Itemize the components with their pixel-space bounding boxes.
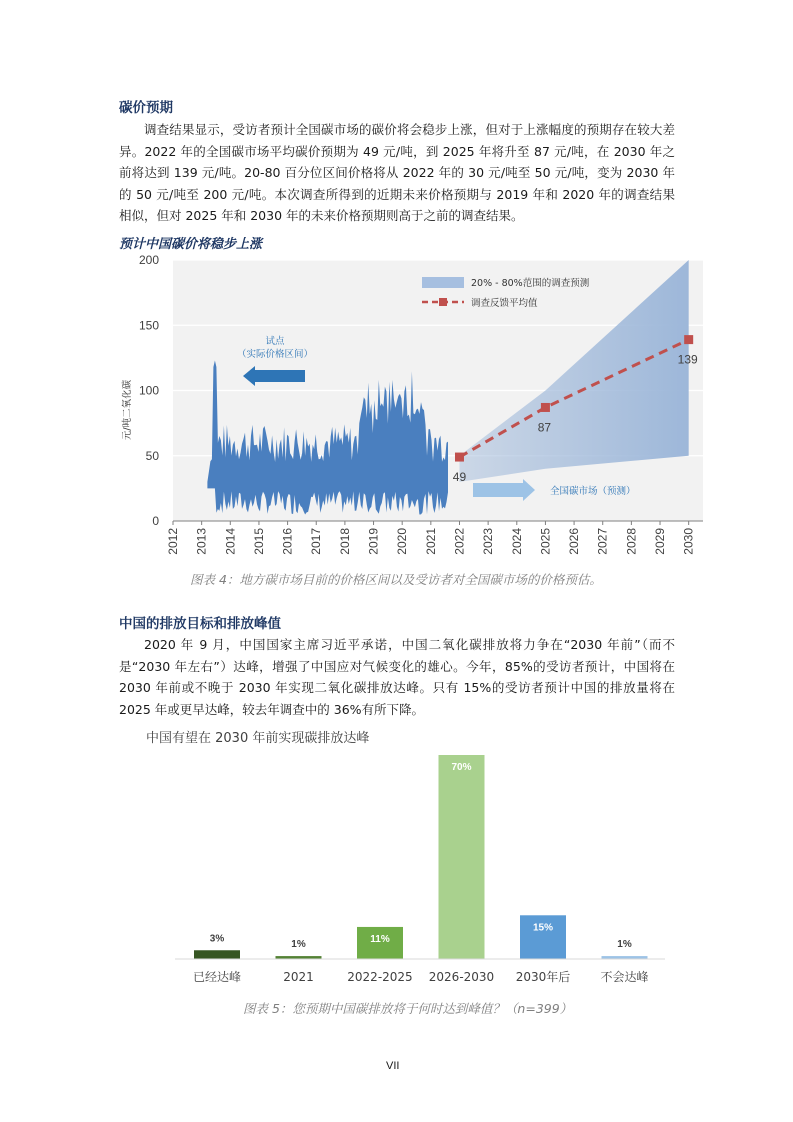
average-price-data-label: 139 [677, 352, 698, 367]
figure4-x-tick: 2018 [337, 528, 352, 555]
pilot-label-line1: 试点 [265, 336, 285, 347]
legend-line-marker [439, 298, 447, 306]
figure4-y-axis-label: 元/吨二氧化碳 [122, 379, 133, 441]
section-heading-emissions-peak: 中国的排放目标和排放峰值 [119, 616, 281, 632]
figure4-x-tick: 2013 [194, 528, 209, 555]
legend-line-label: 调查反馈平均值 [471, 298, 538, 309]
paragraph-emissions-peak [119, 634, 675, 720]
legend-band-swatch [422, 277, 464, 288]
figure4-title: 预计中国碳价将稳步上涨 [119, 237, 263, 252]
bar-category-label: 2021 [283, 970, 314, 984]
bar [194, 950, 240, 959]
figure5-bars [194, 755, 648, 959]
figure5-category-labels [193, 969, 649, 984]
average-price-data-label: 49 [452, 470, 467, 485]
figure4-y-tick: 0 [152, 514, 159, 528]
figure4-chart [115, 250, 715, 568]
figure4-y-tick: 50 [145, 448, 159, 463]
paragraph-carbon-price-text: 调查结果显示，受访者预计全国碳市场的碳价将会稳步上涨，但对于上涨幅度的预期存在较大差异。2022 年的全国碳市场平均碳价预期为 49 元/吨，到 2025 年将升至 87 元/吨，在 2030 年之前将达到 139 元/吨。20-80 百分位区间价格将从 2022 年的 30 元/吨至 50 元/吨，变为 2030 年的 50 元/吨至 200 元/吨。本次调查所得到的近期未来价格预期与 2019 年和 2020 年的调查结果相似，但对 2025 年和 2030 年的未来价格预期则高于之前的调查结果。 [119, 122, 675, 223]
figure4-y-tick: 100 [138, 383, 159, 398]
national-forecast-label: 全国碳市场（预测） [550, 486, 636, 497]
legend-band-label: 20% - 80%范围的调查预测 [471, 278, 590, 289]
bar-value-label: 70% [451, 762, 472, 773]
bar-value-label: 3% [209, 933, 225, 945]
bar-category-label: 不会达峰 [600, 970, 649, 984]
figure4-y-tick: 200 [138, 253, 159, 267]
bar-value-label: 1% [617, 939, 632, 951]
figure5-chart [170, 750, 670, 990]
figure4-x-tick: 2029 [653, 528, 668, 555]
figure5-title: 中国有望在 2030 年前实现碳排放达峰 [146, 731, 370, 746]
figure4-x-tick: 2020 [395, 528, 410, 555]
average-price-marker [684, 335, 693, 344]
figure4-y-axis-ticks [139, 253, 159, 528]
figure4-x-tick: 2017 [309, 528, 324, 555]
figure4-x-tick: 2012 [166, 528, 180, 555]
figure4-x-tick: 2014 [223, 528, 238, 555]
figure4-x-tick: 2016 [280, 528, 295, 555]
figure4-x-tick: 2030 [681, 528, 696, 555]
figure4-x-tick: 2027 [595, 528, 610, 555]
figure4-x-axis-ticks [166, 521, 696, 555]
figure4-x-tick: 2021 [423, 528, 438, 555]
bar-value-label: 11% [370, 933, 390, 945]
paragraph-carbon-price [119, 119, 675, 227]
figure4-x-tick: 2015 [251, 528, 266, 555]
figure4-x-tick: 2028 [624, 528, 639, 555]
average-price-data-label: 87 [537, 420, 552, 435]
figure4-x-tick: 2023 [481, 528, 496, 555]
pilot-label-line2: （实际价格区间） [236, 349, 314, 360]
page-number: VII [386, 1060, 400, 1072]
figure5-caption: 图表 5：您预期中国碳排放将于何时达到峰值？（n=399） [243, 1001, 573, 1016]
bar-category-label: 已经达峰 [192, 970, 242, 984]
bar-category-label: 2030年后 [515, 970, 571, 984]
figure4-x-tick: 2019 [366, 528, 381, 555]
paragraph-emissions-peak-text: 2020 年 9 月，中国国家主席习近平承诺，中国二氧化碳排放将力争在“2030 年前”（而不是“2030 年左右”）达峰，增强了中国应对气候变化的雄心。今年，85%的受访者预计，中国将在 2030 年前或不晚于 2030 年实现二氧化碳排放达峰。只有 15%的受访者预计中国的排放量将在 2025 年或更早达峰，较去年调查中的 36%有所下降。 [119, 637, 675, 717]
bar-value-label: 1% [291, 939, 306, 951]
figure4-y-tick: 150 [138, 318, 159, 333]
figure4-x-tick: 2025 [538, 528, 553, 555]
average-price-marker [541, 403, 550, 412]
bar [439, 755, 485, 959]
bar-category-label: 2026-2030 [428, 970, 495, 984]
average-price-marker [455, 453, 464, 462]
bar-category-label: 2022-2025 [347, 970, 413, 984]
figure4-x-tick: 2022 [452, 528, 467, 555]
figure4-x-tick: 2026 [567, 528, 582, 555]
figure4-caption: 图表 4：地方碳市场目前的价格区间以及受访者对全国碳市场的价格预估。 [190, 572, 602, 587]
figure4-x-tick: 2024 [509, 528, 524, 555]
section-heading-carbon-price: 碳价预期 [119, 100, 173, 116]
bar-value-label: 15% [532, 922, 554, 934]
